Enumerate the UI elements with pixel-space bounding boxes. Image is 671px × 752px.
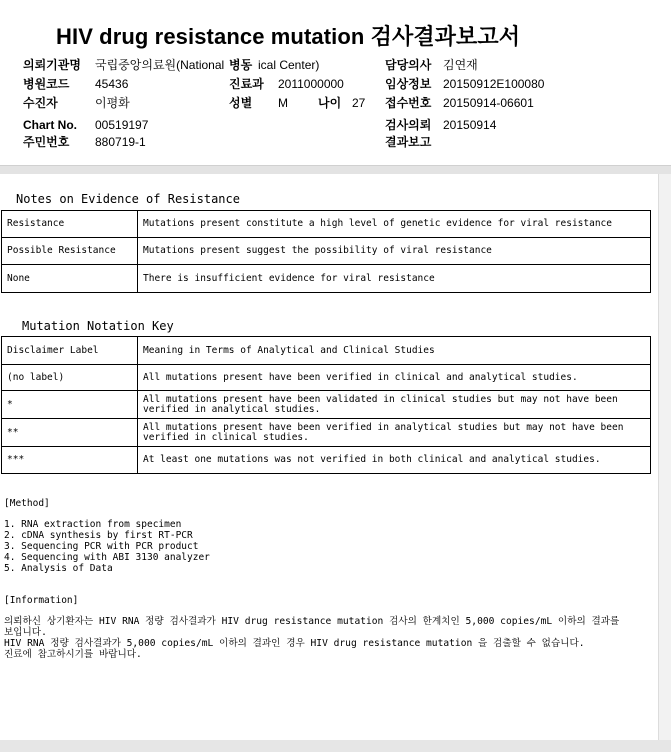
sex-label: 성별 (229, 96, 253, 110)
request-date-label: 검사의뢰 (385, 118, 432, 132)
clinic-label: 진료과 (229, 77, 264, 91)
notes-label: Resistance (2, 211, 138, 238)
info-line: HIV RNA 정량 검사결과가 5,000 copies/mL 이하의 결과인 경우 HIV drug resistance mutation 을 검출할 수 없습니다. (4, 638, 585, 649)
notes-table (1, 210, 651, 293)
result-report-label: 결과보고 (385, 135, 432, 149)
table-row (2, 211, 651, 238)
clinic-value: 2011000000 (278, 77, 344, 91)
notes-text: Mutations present constitute a high level of genetic evidence for viral resistance (138, 211, 651, 238)
chart-no-label: Chart No. (23, 118, 77, 132)
dept-value: ical Center) (258, 58, 320, 72)
clinical-info-label: 임상정보 (385, 77, 432, 91)
list-item: 4. Sequencing with ABI 3130 analyzer (4, 552, 210, 563)
key-label: *** (2, 447, 138, 474)
age-label: 나이 (318, 96, 342, 110)
notes-label: Possible Resistance (2, 238, 138, 265)
notes-text: Mutations present suggest the possibility of viral resistance (138, 238, 651, 265)
chart-no-value: 00519197 (95, 118, 149, 132)
table-header-row (2, 337, 651, 365)
recipient-value: 이평화 (95, 96, 130, 110)
bottom-bar (0, 740, 671, 752)
key-text: All mutations present have been verified in clinical and analytical studies. (138, 365, 651, 391)
doctor-value: 김연재 (443, 58, 478, 72)
info-line: 의뢰하신 상기환자는 HIV RNA 정량 검사결과가 HIV drug resistance mutation 검사의 한계치인 5,000 copies/mL 이하의 결과를 (4, 616, 620, 627)
institution-label: 의뢰기관명 (23, 58, 81, 72)
hospital-code-label: 병원코드 (23, 77, 70, 91)
key-label: * (2, 391, 138, 419)
notes-section-title: Notes on Evidence of Resistance (16, 192, 240, 206)
key-text: All mutations present have been verified in analytical studies but may not have been verified in clinical studies. (138, 419, 651, 447)
table-row (2, 419, 651, 447)
sex-value: M (278, 96, 288, 110)
list-item: 5. Analysis of Data (4, 563, 113, 574)
key-header-text: Meaning in Terms of Analytical and Clinical Studies (138, 337, 651, 365)
information-heading: [Information] (4, 595, 79, 606)
report-body (0, 174, 658, 740)
list-item: 1. RNA extraction from specimen (4, 519, 182, 530)
dept-label: 병동 (229, 58, 253, 72)
key-header-label: Disclaimer Label (2, 337, 138, 365)
resident-id-value: 880719-1 (95, 135, 146, 149)
receipt-no-value: 20150914-06601 (443, 96, 534, 110)
method-list (4, 519, 210, 574)
key-text: At least one mutations was not verified in both clinical and analytical studies. (138, 447, 651, 474)
vertical-scrollbar[interactable] (658, 174, 671, 740)
table-row (2, 365, 651, 391)
list-item: 3. Sequencing PCR with PCR product (4, 541, 199, 552)
table-row (2, 391, 651, 419)
info-line: 보입니다. (4, 627, 47, 638)
key-label: ** (2, 419, 138, 447)
information-text (4, 616, 619, 660)
recipient-label: 수진자 (23, 96, 58, 110)
list-item: 2. cDNA synthesis by first RT-PCR (4, 530, 193, 541)
table-row (2, 447, 651, 474)
request-date-value: 20150914 (443, 118, 497, 132)
hospital-code-value: 45436 (95, 77, 129, 91)
clinical-info-value: 20150912E100080 (443, 77, 545, 91)
key-table (1, 336, 651, 474)
receipt-no-label: 접수번호 (385, 96, 432, 110)
key-section-title: Mutation Notation Key (22, 319, 174, 333)
table-row (2, 238, 651, 265)
key-label: (no label) (2, 365, 138, 391)
page-title: HIV drug resistance mutation 검사결과보고서 (56, 24, 521, 49)
table-row (2, 265, 651, 293)
doctor-label: 담당의사 (385, 58, 432, 72)
institution-value: 국립중앙의료원(National (95, 58, 225, 72)
resident-id-label: 주민번호 (23, 135, 70, 149)
age-value: 27 (352, 96, 366, 110)
method-heading: [Method] (4, 498, 50, 509)
notes-label: None (2, 265, 138, 293)
notes-text: There is insufficient evidence for viral resistance (138, 265, 651, 293)
key-text: All mutations present have been validated in clinical studies but may not have been verified in analytical studies. (138, 391, 651, 419)
info-line: 진료에 참고하시기를 바랍니다. (4, 649, 142, 660)
report-header (0, 0, 671, 165)
